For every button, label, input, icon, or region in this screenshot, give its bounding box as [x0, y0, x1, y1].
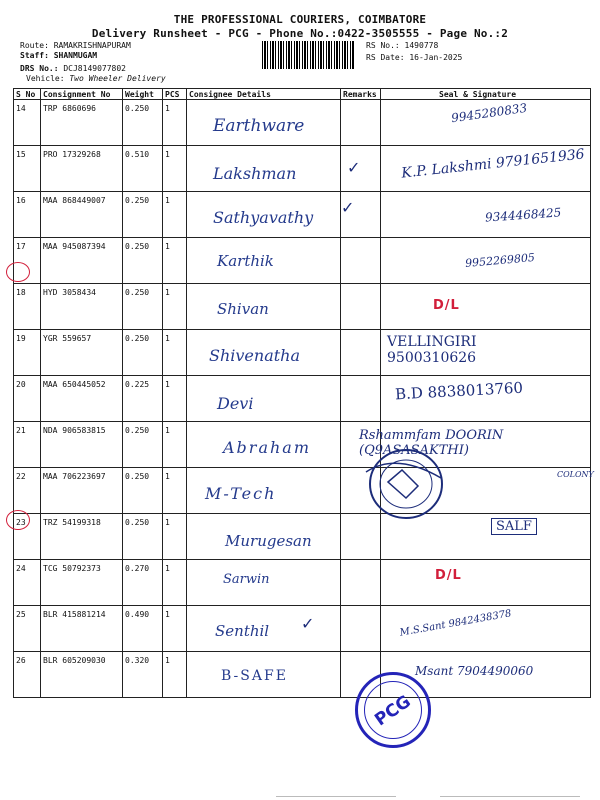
cell-consignee: [187, 560, 341, 606]
cell-pcs: 1: [163, 514, 187, 560]
cell-sno: 23: [14, 514, 41, 560]
col-pcs: PCS: [163, 89, 187, 100]
signature-text: SALF: [491, 518, 537, 535]
consignee-handwriting: Senthil: [215, 622, 270, 640]
cell-sno: 15: [14, 146, 41, 192]
consignee-handwriting: Karthik: [217, 252, 274, 270]
table-row: [14, 376, 591, 422]
col-consignee: Consignee Details: [187, 89, 341, 100]
cell-consignee: [187, 100, 341, 146]
footer-divider: [440, 796, 580, 797]
seal-text: PCG: [371, 691, 415, 731]
consignee-handwriting: Devi: [217, 394, 254, 413]
rubber-stamp-icon: [336, 442, 456, 532]
cell-pcs: 1: [163, 100, 187, 146]
cell-consignee: [187, 514, 341, 560]
cell-remarks: [341, 376, 381, 422]
consignee-handwriting: Lakshman: [213, 164, 297, 183]
company-title: THE PROFESSIONAL COURIERS, COIMBATORE: [173, 13, 427, 26]
barcode: [262, 41, 354, 69]
runsheet-title: Delivery Runsheet - PCG - Phone No.:0422-3505555 - Page No.:2: [91, 27, 509, 40]
staff-value: SHANMUGAM: [53, 51, 98, 60]
cell-consignee: [187, 376, 341, 422]
cell-remarks: [341, 100, 381, 146]
table-row: [14, 238, 591, 284]
cell-remarks: [341, 560, 381, 606]
runsheet-table: [13, 88, 594, 698]
cell-remarks: [341, 284, 381, 330]
cell-sno: 20: [14, 376, 41, 422]
cell-pcs: 1: [163, 146, 187, 192]
cell-signature: [381, 192, 591, 238]
check-icon: ✓: [347, 158, 361, 177]
cell-consignment: BLR 605209030: [41, 652, 123, 698]
cell-signature: [381, 100, 591, 146]
cell-weight: 0.250: [123, 100, 163, 146]
col-consignment: Consignment No: [41, 89, 123, 100]
table-row: [14, 422, 591, 468]
signature-text: VELLINGIRI 9500310626: [387, 334, 477, 366]
cell-sno: 17: [14, 238, 41, 284]
cell-remarks: [301, 606, 381, 652]
cell-consignment: PRO 17329268: [41, 146, 123, 192]
consignee-handwriting: Abraham: [223, 438, 311, 457]
cell-consignment: NDA 906583815: [41, 422, 123, 468]
signature-text: B.D 8838013760: [394, 378, 524, 404]
consignee-handwriting: Sathyavathy: [213, 208, 314, 227]
route-label: Route:: [20, 41, 49, 50]
route-value: RAMAKRISHNAPURAM: [53, 41, 131, 50]
consignee-handwriting: Shivan: [217, 300, 269, 318]
route-line: [20, 41, 131, 51]
table-row: [14, 192, 591, 238]
rs-date-value: 16-Jan-2025: [409, 53, 463, 62]
staff-label: Staff:: [20, 51, 49, 60]
cell-sno: 25: [14, 606, 41, 652]
cell-pcs: 1: [163, 238, 187, 284]
cell-remarks: [341, 192, 381, 238]
cell-weight: 0.320: [123, 652, 163, 698]
cell-signature: [381, 146, 591, 192]
table-row: [14, 652, 591, 698]
signature-text: K.P. Lakshmi 9791651936: [400, 146, 586, 182]
signature-text: M.S.Sant 9842438378: [398, 608, 513, 639]
cell-consignment: MAA 945087394: [41, 238, 123, 284]
cell-weight: 0.490: [123, 606, 163, 652]
cell-consignee: [187, 238, 341, 284]
vehicle-line: [26, 74, 166, 84]
consignee-handwriting: M-Tech: [205, 484, 277, 503]
cell-weight: 0.250: [123, 238, 163, 284]
cell-consignment: MAA 868449007: [41, 192, 123, 238]
cell-consignment: MAA 706223697: [41, 468, 123, 514]
drs-value: DCJ8149077802: [63, 64, 126, 73]
table-row: [14, 100, 591, 146]
red-circle-mark: [6, 510, 30, 530]
red-circle-mark: [6, 262, 30, 282]
cell-pcs: 1: [163, 652, 187, 698]
signature-text: 9945280833: [450, 100, 528, 126]
cell-consignment: MAA 650445052: [41, 376, 123, 422]
cell-weight: 0.270: [123, 560, 163, 606]
table-row: [14, 146, 591, 192]
rs-no-label: RS No.:: [366, 41, 400, 50]
col-weight: Weight: [123, 89, 163, 100]
footer-divider: [276, 796, 396, 797]
cell-sno: 16: [14, 192, 41, 238]
cell-sno: 19: [14, 330, 41, 376]
cell-pcs: 1: [163, 422, 187, 468]
cell-pcs: 1: [163, 606, 187, 652]
table-row: [14, 284, 591, 330]
cell-consignee: [187, 606, 341, 652]
signature-text: 9344468425: [484, 205, 562, 225]
col-remarks: Remarks: [341, 89, 381, 100]
rs-date-line: [366, 53, 462, 63]
cell-weight: 0.250: [123, 468, 163, 514]
rs-no-line: [366, 41, 438, 51]
cell-pcs: 1: [163, 330, 187, 376]
table-header-row: [14, 89, 591, 100]
cell-pcs: 1: [163, 376, 187, 422]
signature-text: COLONY: [557, 470, 594, 479]
cell-consignment: YGR 559657: [41, 330, 123, 376]
cell-weight: 0.250: [123, 284, 163, 330]
cell-sno: 21: [14, 422, 41, 468]
cell-weight: 0.225: [123, 376, 163, 422]
cell-signature: [381, 330, 591, 376]
table-row: [14, 514, 591, 560]
staff-line: [20, 51, 97, 61]
cell-sno: 18: [14, 284, 41, 330]
cell-consignment: TRP 6860696: [41, 100, 123, 146]
cell-pcs: 1: [163, 560, 187, 606]
cell-signature: [381, 560, 591, 606]
cell-signature: [381, 376, 591, 422]
vehicle-value: Two Wheeler Delivery: [69, 74, 166, 83]
cell-weight: 0.510: [123, 146, 163, 192]
rs-date-label: RS Date:: [366, 53, 405, 62]
cell-sno: 14: [14, 100, 41, 146]
pcg-seal: [355, 672, 431, 748]
rs-no-value: 1490778: [404, 41, 439, 50]
cell-weight: 0.250: [123, 422, 163, 468]
signature-text: Rshammfam DOORIN (Q9ASASAKTHI): [359, 428, 504, 458]
consignee-handwriting: Murugesan: [225, 532, 312, 550]
cell-sno: 24: [14, 560, 41, 606]
consignee-handwriting: Sarwin: [223, 572, 270, 587]
col-sno: S No: [14, 89, 41, 100]
cell-consignee: [187, 192, 341, 238]
delivery-mark: D/L: [433, 298, 460, 313]
cell-consignee: [187, 146, 341, 192]
cell-consignee: [187, 284, 341, 330]
check-icon: ✓: [301, 614, 315, 633]
delivery-mark: D/L: [435, 568, 462, 583]
col-signature: Seal & Signature: [381, 89, 591, 100]
cell-remarks: [341, 330, 381, 376]
consignee-handwriting: Earthware: [213, 116, 305, 136]
cell-sno: 22: [14, 468, 41, 514]
cell-consignment: TCG 50792373: [41, 560, 123, 606]
cell-pcs: 1: [163, 468, 187, 514]
table-row: [14, 330, 591, 376]
cell-signature: [381, 284, 591, 330]
cell-weight: 0.250: [123, 330, 163, 376]
cell-consignee: [187, 330, 341, 376]
cell-signature: [381, 238, 591, 284]
cell-weight: 0.250: [123, 192, 163, 238]
cell-consignee: [187, 468, 341, 514]
cell-pcs: 1: [163, 284, 187, 330]
signature-text: 9952269805: [464, 250, 536, 271]
drs-line: [20, 64, 126, 74]
cell-remarks: [341, 146, 381, 192]
table-row: [14, 606, 591, 652]
vehicle-label: Vehicle:: [26, 74, 65, 83]
cell-consignee: [187, 652, 341, 698]
cell-consignee: [187, 422, 341, 468]
cell-pcs: 1: [163, 192, 187, 238]
cell-consignment: BLR 415881214: [41, 606, 123, 652]
table-row: [14, 560, 591, 606]
consignee-handwriting: B-SAFE: [221, 668, 288, 684]
cell-sno: 26: [14, 652, 41, 698]
cell-consignment: HYD 3058434: [41, 284, 123, 330]
consignee-handwriting: Shivenatha: [209, 346, 301, 365]
cell-weight: 0.250: [123, 514, 163, 560]
table-row: [14, 468, 591, 514]
cell-consignment: TRZ 54199318: [41, 514, 123, 560]
check-icon: ✓: [341, 198, 355, 217]
cell-signature: [381, 606, 591, 652]
cell-remarks: [341, 238, 381, 284]
drs-label: DRS No.:: [20, 64, 59, 73]
signature-text: Msant 7904490060: [415, 664, 534, 678]
